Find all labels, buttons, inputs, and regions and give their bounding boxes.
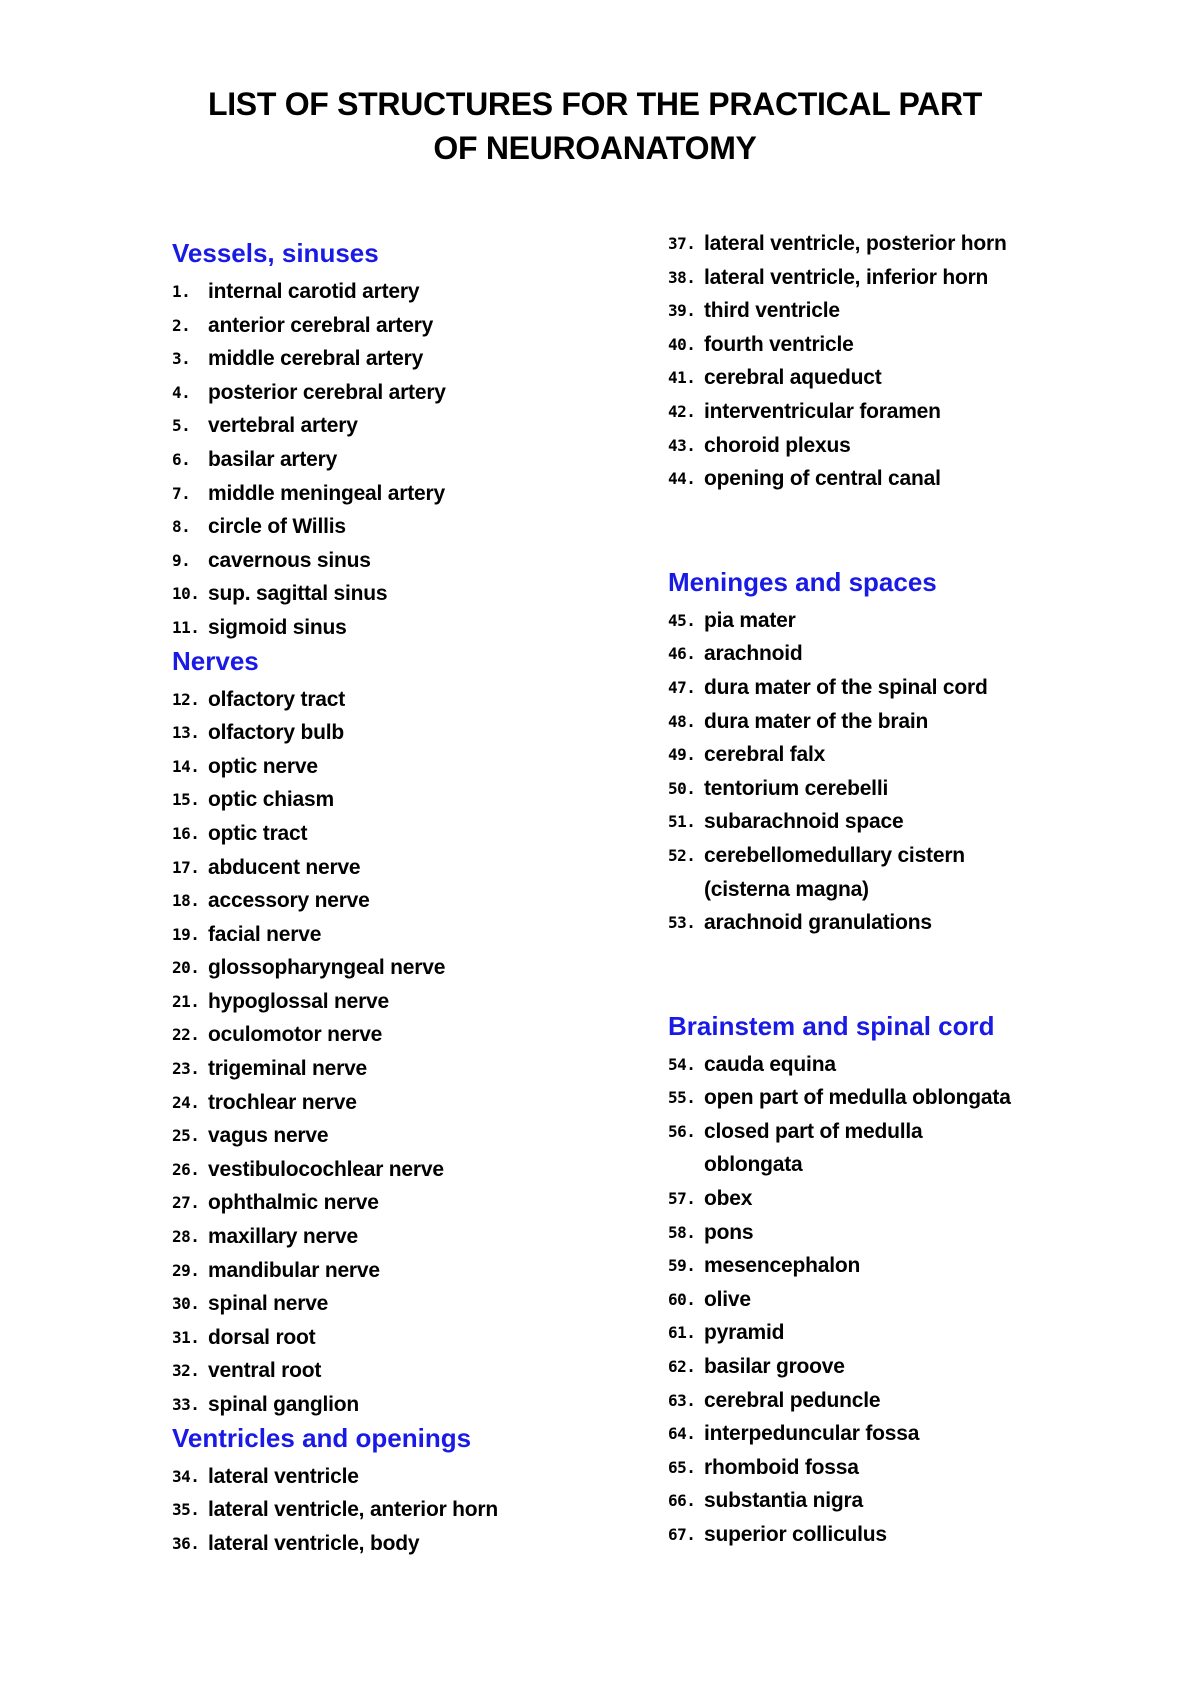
item-number: 35. [172, 1500, 200, 1520]
item-label: dura mater of the spinal cord [704, 675, 988, 699]
item-label: sigmoid sinus [208, 615, 347, 639]
item-label: facial nerve [208, 922, 322, 946]
item-number: 19. [172, 924, 200, 944]
item-number: 63. [668, 1390, 696, 1410]
item-label: dura mater of the brain [704, 709, 929, 733]
list-item [172, 1153, 642, 1187]
list-item [172, 1119, 642, 1153]
item-label: abducent nerve [208, 855, 361, 879]
item-number: 36. [172, 1533, 200, 1553]
list-item [668, 738, 1128, 772]
item-label: third ventricle [704, 299, 840, 323]
item-label: glossopharyngeal nerve [208, 956, 446, 980]
item-label: open part of medulla oblongata [704, 1086, 1011, 1110]
item-number: 44. [668, 469, 696, 489]
item-number: 61. [668, 1323, 696, 1343]
list-item [172, 1321, 642, 1355]
item-number: 45. [668, 610, 696, 630]
item-number: 26. [172, 1159, 200, 1179]
section-heading-meninges: Meninges and spaces [668, 566, 937, 597]
item-label: middle cerebral artery [208, 347, 424, 371]
list-item [668, 1417, 1128, 1451]
list-item [668, 906, 1128, 940]
item-number: 4. [172, 382, 191, 402]
item-number: 12. [172, 689, 200, 709]
item-label: vertebral artery [208, 414, 358, 438]
list-item [668, 1484, 1128, 1518]
page-title [0, 82, 1190, 170]
item-label: substantia nigra [704, 1489, 863, 1513]
item-number: 66. [668, 1491, 696, 1511]
list-item [668, 1451, 1128, 1485]
item-number: 10. [172, 584, 200, 604]
item-label: ventral root [208, 1359, 322, 1383]
item-number: 43. [668, 435, 696, 455]
list-item [172, 1186, 642, 1220]
list-item [668, 1216, 1128, 1250]
item-label: closed part of medulla oblongata [704, 1119, 923, 1177]
list-item [172, 884, 642, 918]
list-item [172, 951, 642, 985]
item-label: vestibulocochlear nerve [208, 1157, 444, 1181]
nerves-list [172, 683, 642, 1422]
item-label: cauda equina [704, 1052, 836, 1076]
item-number: 6. [172, 449, 191, 469]
item-number: 24. [172, 1092, 200, 1112]
item-label: choroid plexus [704, 433, 851, 457]
item-number: 48. [668, 711, 696, 731]
item-number: 65. [668, 1457, 696, 1477]
list-item [668, 705, 1128, 739]
list-item [668, 604, 1128, 638]
item-label: arachnoid [704, 642, 803, 666]
item-number: 50. [668, 778, 696, 798]
list-item [172, 918, 642, 952]
item-label: pons [704, 1220, 754, 1244]
list-item [668, 671, 1128, 705]
item-label: superior colliculus [704, 1523, 887, 1546]
list-item [668, 1384, 1128, 1418]
list-item [668, 1316, 1128, 1350]
title-line-2: OF NEUROANATOMY [433, 130, 757, 166]
item-number: 39. [668, 301, 696, 321]
item-number: 11. [172, 617, 200, 637]
item-number: 49. [668, 745, 696, 765]
list-item [668, 1048, 1128, 1082]
item-number: 56. [668, 1121, 696, 1141]
list-item [172, 1086, 642, 1120]
item-number: 7. [172, 483, 191, 503]
list-item [172, 1018, 642, 1052]
item-label: pia mater [704, 608, 796, 632]
list-item [668, 294, 1128, 328]
item-label: lateral ventricle, anterior horn [208, 1498, 499, 1522]
item-number: 9. [172, 550, 191, 570]
item-number: 33. [172, 1395, 200, 1414]
item-number: 42. [668, 401, 696, 421]
item-number: 5. [172, 416, 191, 436]
list-item [172, 783, 642, 817]
item-label: interpeduncular fossa [704, 1422, 920, 1446]
item-number: 14. [172, 756, 200, 776]
list-item [172, 544, 642, 578]
list-item [668, 328, 1128, 362]
list-item [172, 817, 642, 851]
item-number: 1. [172, 282, 191, 301]
item-label: fourth ventricle [704, 332, 854, 356]
item-number: 52. [668, 845, 696, 865]
list-item [668, 1283, 1128, 1317]
item-number: 2. [172, 315, 191, 335]
item-number: 58. [668, 1222, 696, 1242]
vessels-list [172, 275, 642, 645]
item-number: 18. [172, 891, 200, 911]
item-label: dorsal root [208, 1325, 316, 1349]
item-number: 40. [668, 334, 696, 354]
ventricles-list-part-2 [668, 227, 1128, 496]
item-number: 57. [668, 1189, 696, 1209]
list-item [172, 611, 642, 645]
item-label: oculomotor nerve [208, 1023, 383, 1047]
list-item [668, 1115, 1128, 1182]
item-label: accessory nerve [208, 889, 370, 913]
item-number: 3. [172, 349, 191, 369]
list-item [668, 637, 1128, 671]
list-item [668, 227, 1128, 261]
item-label: cerebral aqueduct [704, 366, 882, 390]
list-item [668, 1182, 1128, 1216]
item-label: olfactory tract [208, 687, 346, 711]
list-item [668, 261, 1128, 295]
list-item [172, 376, 642, 410]
item-number: 55. [668, 1088, 696, 1108]
list-item [172, 1220, 642, 1254]
item-number: 15. [172, 790, 200, 810]
item-label: lateral ventricle [208, 1464, 359, 1488]
list-item [668, 429, 1128, 463]
list-item [172, 1388, 642, 1422]
list-item [172, 443, 642, 477]
brainstem-list [668, 1048, 1128, 1552]
item-label: circle of Willis [208, 515, 346, 539]
item-label: interventricular foramen [704, 399, 941, 423]
list-item [668, 772, 1128, 806]
item-label: pyramid [704, 1321, 785, 1345]
item-number: 32. [172, 1361, 200, 1381]
list-item [172, 342, 642, 376]
item-number: 59. [668, 1256, 696, 1276]
item-label: basilar artery [208, 447, 338, 471]
list-item [172, 309, 642, 343]
item-label: basilar groove [704, 1355, 845, 1379]
list-item [668, 361, 1128, 395]
meninges-list [668, 604, 1128, 940]
list-item [172, 275, 642, 309]
item-number: 23. [172, 1059, 200, 1079]
item-label: optic tract [208, 821, 308, 845]
list-item [172, 1493, 642, 1527]
item-label: spinal ganglion [208, 1393, 360, 1416]
list-item [172, 409, 642, 443]
item-label: maxillary nerve [208, 1225, 358, 1249]
item-number: 37. [668, 234, 696, 253]
list-item [668, 805, 1128, 839]
list-item [172, 985, 642, 1019]
list-item [172, 716, 642, 750]
item-label: middle meningeal artery [208, 481, 445, 505]
left-column [172, 237, 642, 1560]
item-label: internal carotid artery [208, 280, 420, 303]
list-item [172, 851, 642, 885]
item-label: lateral ventricle, inferior horn [704, 265, 989, 289]
item-number: 60. [668, 1289, 696, 1309]
item-number: 31. [172, 1327, 200, 1347]
item-label: cerebellomedullary cistern (cisterna magna) [704, 843, 965, 901]
list-item [172, 510, 642, 544]
list-item [172, 1052, 642, 1086]
item-number: 30. [172, 1294, 200, 1314]
item-label: optic chiasm [208, 788, 334, 812]
list-item [668, 1249, 1128, 1283]
item-label: olfactory bulb [208, 721, 345, 745]
item-number: 47. [668, 677, 696, 697]
list-item [172, 1287, 642, 1321]
item-label: lateral ventricle, body [208, 1531, 420, 1555]
item-label: subarachnoid space [704, 810, 904, 834]
item-number: 20. [172, 958, 200, 978]
item-label: posterior cerebral artery [208, 380, 446, 404]
item-number: 53. [668, 913, 696, 933]
item-label: lateral ventricle, posterior horn [704, 232, 1007, 255]
item-label: arachnoid granulations [704, 911, 932, 935]
item-label: mandibular nerve [208, 1258, 380, 1282]
ventricles-list-part-1 [172, 1460, 642, 1561]
item-label: olive [704, 1287, 751, 1311]
item-number: 27. [172, 1193, 200, 1213]
item-label: trigeminal nerve [208, 1057, 368, 1081]
list-item [172, 1460, 642, 1494]
item-number: 13. [172, 723, 200, 743]
item-label: optic nerve [208, 754, 318, 778]
list-item [172, 1354, 642, 1388]
list-item [172, 1527, 642, 1561]
item-label: hypoglossal nerve [208, 989, 389, 1013]
item-number: 25. [172, 1126, 200, 1146]
section-heading-vessels: Vessels, sinuses [172, 238, 379, 268]
item-number: 28. [172, 1227, 200, 1247]
item-number: 34. [172, 1466, 200, 1486]
item-number: 51. [668, 812, 696, 832]
list-item [668, 1350, 1128, 1384]
item-label: mesencephalon [704, 1254, 861, 1278]
item-number: 38. [668, 267, 696, 287]
list-item [172, 750, 642, 784]
item-number: 17. [172, 857, 200, 877]
list-item [668, 1518, 1128, 1552]
item-number: 29. [172, 1260, 200, 1280]
item-number: 8. [172, 517, 191, 537]
item-number: 21. [172, 991, 200, 1011]
item-number: 41. [668, 368, 696, 388]
item-label: cavernous sinus [208, 548, 371, 572]
item-label: sup. sagittal sinus [208, 582, 388, 606]
item-label: spinal nerve [208, 1292, 329, 1316]
item-number: 67. [668, 1525, 696, 1544]
item-label: obex [704, 1187, 753, 1211]
item-number: 62. [668, 1357, 696, 1377]
list-item [172, 1254, 642, 1288]
list-item [668, 395, 1128, 429]
section-heading-ventricles: Ventricles and openings [172, 1422, 472, 1453]
list-item [668, 1081, 1128, 1115]
item-number: 16. [172, 823, 200, 843]
item-label: rhomboid fossa [704, 1455, 859, 1479]
item-label: cerebral falx [704, 743, 826, 767]
list-item [172, 477, 642, 511]
item-label: tentorium cerebelli [704, 776, 889, 800]
item-label: anterior cerebral artery [208, 313, 434, 337]
item-number: 22. [172, 1025, 200, 1045]
item-label: vagus nerve [208, 1124, 329, 1148]
list-item [172, 683, 642, 717]
title-line-1: LIST OF STRUCTURES FOR THE PRACTICAL PART [207, 86, 983, 122]
item-number: 64. [668, 1424, 696, 1444]
item-number: 46. [668, 644, 696, 664]
item-number: 54. [668, 1054, 696, 1074]
item-label: ophthalmic nerve [208, 1191, 379, 1215]
list-item [668, 839, 1128, 906]
item-label: opening of central canal [704, 467, 941, 491]
list-item [172, 577, 642, 611]
right-column [668, 227, 1128, 1552]
section-heading-nerves: Nerves [172, 645, 259, 676]
item-label: trochlear nerve [208, 1090, 357, 1114]
item-label: cerebral peduncle [704, 1388, 881, 1412]
section-heading-brainstem: Brainstem and spinal cord [668, 1010, 995, 1041]
list-item [668, 462, 1128, 496]
